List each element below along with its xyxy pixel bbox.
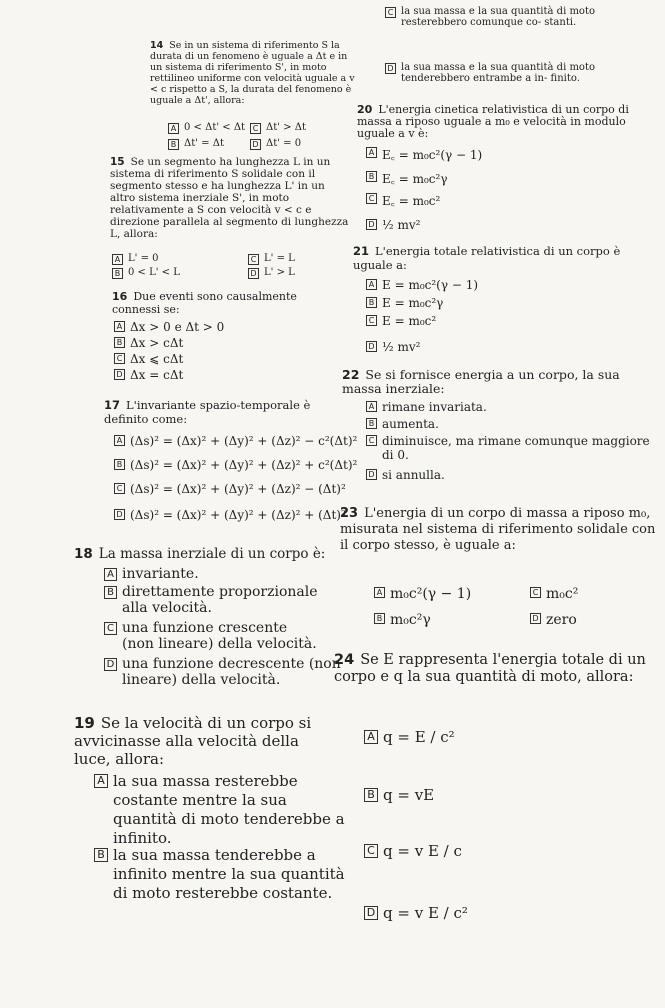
option-text: q = v E / c <box>383 842 462 860</box>
q18-option-c[interactable] <box>104 620 322 652</box>
q15-option-c[interactable] <box>248 253 295 265</box>
question-text: Due eventi sono causalmente connessi se: <box>112 290 297 316</box>
q13-option-c[interactable] <box>385 6 660 28</box>
option-letter: A <box>94 774 108 788</box>
option-letter: B <box>114 337 125 348</box>
option-letter: B <box>366 418 377 429</box>
option-letter: B <box>366 171 377 182</box>
question-number: 20 <box>357 103 373 116</box>
q23-option-b[interactable] <box>374 612 431 628</box>
q17-option-d[interactable] <box>114 508 346 522</box>
option-letter: D <box>366 469 377 480</box>
q14-option-d[interactable] <box>250 138 301 150</box>
question-text: L'invariante spazio-temporale è definito come: <box>104 398 311 426</box>
option-text: Δt' = Δt <box>184 138 224 149</box>
question-number: 16 <box>112 290 128 303</box>
option-letter: C <box>530 587 541 598</box>
question-17 <box>104 398 334 426</box>
option-text: Δt' > Δt <box>266 122 306 133</box>
q24-option-c[interactable] <box>364 842 462 860</box>
option-letter: B <box>168 139 179 150</box>
option-text: ½ mv² <box>382 340 421 354</box>
question-text: Se un segmento ha lunghezza L in un sistema di riferimento S solidale con il segmento stesso e ha lunghezza L' in un altro sistema inerziale S', in moto relativamente a S con velocità v < c e direzione parallela al segmento di lunghezza L, allora: <box>110 156 349 240</box>
option-text: Δx = cΔt <box>130 368 184 382</box>
question-19 <box>74 714 334 768</box>
option-letter: B <box>364 788 378 802</box>
option-letter: B <box>374 613 385 624</box>
option-text: m₀c²(γ − 1) <box>390 586 472 602</box>
option-text: L' = 0 <box>128 253 159 264</box>
question-number: 22 <box>342 367 360 382</box>
option-text: rimane invariata. <box>382 400 487 414</box>
option-text: L' = L <box>264 253 295 264</box>
option-text: 0 < Δt' < Δt <box>184 122 246 133</box>
option-text: Δx > 0 e Δt > 0 <box>130 320 225 334</box>
q22-option-b[interactable] <box>366 417 439 431</box>
option-text: E = m₀c²(γ − 1) <box>382 278 479 292</box>
option-letter: D <box>114 509 125 520</box>
option-text: E = m₀c²γ <box>382 296 444 310</box>
q19-option-a[interactable] <box>94 772 348 848</box>
option-letter: C <box>366 193 377 204</box>
option-letter: C <box>364 844 378 858</box>
option-text: E꜀ = m₀c²γ <box>382 172 448 186</box>
question-22 <box>342 368 660 396</box>
option-text: diminuisce, ma rimane comunque maggiore di 0. <box>382 434 650 462</box>
option-text: q = E / c² <box>383 728 455 746</box>
question-text: L'energia di un corpo di massa a riposo m₀, misurata nel sistema di riferimento solidale con il corpo stesso, è uguale a: <box>340 506 656 553</box>
option-letter: A <box>104 568 117 581</box>
q22-option-d[interactable] <box>366 468 445 482</box>
option-text: aumenta. <box>382 417 439 431</box>
option-text: una funzione crescente (non lineare) della velocità. <box>122 620 317 652</box>
option-text: la sua massa resterebbe costante mentre la sua quantità di moto tenderebbe a infinito. <box>113 772 345 847</box>
option-letter: A <box>112 254 123 265</box>
option-letter: A <box>168 123 179 134</box>
option-letter: C <box>250 123 261 134</box>
question-number: 23 <box>340 506 359 521</box>
option-text: la sua massa e la sua quantità di moto tenderebbero entrambe a in- <box>401 62 595 84</box>
question-21 <box>353 244 658 272</box>
option-text: la sua massa tenderebbe a infinito mentre la sua quantità di moto resterebbe costante. <box>113 846 345 902</box>
option-letter: D <box>366 341 377 352</box>
option-text: E꜀ = m₀c²(γ − 1) <box>382 148 483 162</box>
question-24 <box>334 652 659 686</box>
q14-option-b[interactable] <box>168 138 224 150</box>
q16-option-b[interactable] <box>114 336 183 350</box>
option-text: (Δs)² = (Δx)² + (Δy)² + (Δz)² − (Δt)² <box>130 482 346 496</box>
question-14 <box>150 40 360 106</box>
option-text: direttamente proporzionale alla velocità. <box>122 584 318 616</box>
question-23 <box>340 506 660 554</box>
q23-option-d[interactable] <box>530 612 577 628</box>
option-text: E꜀ = m₀c² <box>382 194 441 208</box>
question-20 <box>357 104 657 140</box>
question-number: 15 <box>110 156 125 168</box>
q16-option-d[interactable] <box>114 368 183 382</box>
q23-option-a[interactable] <box>374 586 471 602</box>
option-text: (Δs)² = (Δx)² + (Δy)² + (Δz)² − c²(Δt)² <box>130 434 358 448</box>
q14-option-c[interactable] <box>250 122 306 134</box>
question-text: Se la velocità di un corpo si avvicinasse alla velocità della luce, allora: <box>74 714 312 768</box>
option-letter: C <box>114 353 125 364</box>
option-text: m₀c² <box>546 586 579 602</box>
q15-option-b[interactable] <box>112 267 180 279</box>
option-text: zero <box>546 612 577 628</box>
question-18 <box>74 546 354 562</box>
option-text: Δx ⩽ cΔt <box>130 352 184 366</box>
option-text: ½ mv² <box>382 218 421 232</box>
question-16 <box>112 290 332 316</box>
option-letter: C <box>385 7 396 18</box>
option-letter: D <box>104 658 117 671</box>
q18-option-d[interactable] <box>104 656 352 688</box>
option-text: (Δs)² = (Δx)² + (Δy)² + (Δz)² + c²(Δt)² <box>130 458 358 472</box>
q13-option-d[interactable] <box>385 62 660 84</box>
q18-option-b[interactable] <box>104 584 337 616</box>
option-text: E = m₀c² <box>382 314 437 328</box>
q16-option-a[interactable] <box>114 320 224 334</box>
option-text: (Δs)² = (Δx)² + (Δy)² + (Δz)² + (Δt)² <box>130 508 346 522</box>
question-text: L'energia cinetica relativistica di un corpo di massa a riposo uguale a m₀ e velocità in modulo uguale a v è: <box>357 103 629 140</box>
option-letter: C <box>104 622 117 635</box>
q22-option-c[interactable] <box>366 434 652 462</box>
question-text: La massa inerziale di un corpo è: <box>98 546 326 562</box>
question-number: 14 <box>150 40 164 51</box>
option-letter: A <box>366 279 377 290</box>
option-letter: A <box>374 587 385 598</box>
option-text: m₀c²γ <box>390 612 431 628</box>
option-letter: A <box>366 401 377 412</box>
question-text: Se in un sistema di riferimento S la durata di un fenomeno è uguale a Δt e in un sistema di riferimento S', in moto rettilineo uniforme con velocità uguale a v < c rispetto a S, la durata del fenomeno è uguale a Δt', allora: <box>150 40 355 106</box>
option-letter: D <box>364 906 378 920</box>
q14-option-a[interactable] <box>168 122 245 134</box>
option-letter: C <box>366 435 377 446</box>
option-text: stanti. <box>544 17 577 28</box>
question-text: L'energia totale relativistica di un corpo è uguale a: <box>353 244 621 272</box>
question-text: Se si fornisce energia a un corpo, la sua massa inerziale: <box>342 367 620 396</box>
option-letter: D <box>250 139 261 150</box>
q24-option-b[interactable] <box>364 786 434 804</box>
q16-option-c[interactable] <box>114 352 183 366</box>
q20-option-a[interactable] <box>366 146 482 163</box>
option-text: invariante. <box>122 566 199 582</box>
option-letter: C <box>248 254 259 265</box>
q19-option-b[interactable] <box>94 846 348 903</box>
option-text: la sua massa e la sua quantità di moto resterebbero comunque co- <box>401 6 595 28</box>
option-letter: B <box>366 297 377 308</box>
option-letter: D <box>530 613 541 624</box>
q15-option-a[interactable] <box>112 253 159 265</box>
option-letter: C <box>366 315 377 326</box>
option-letter: A <box>114 435 125 446</box>
option-letter: B <box>104 586 117 599</box>
q15-option-d[interactable] <box>248 267 295 279</box>
q21-option-d[interactable] <box>366 340 420 354</box>
option-text: finito. <box>550 73 580 84</box>
option-letter: D <box>385 63 396 74</box>
question-number: 17 <box>104 398 121 412</box>
q22-option-a[interactable] <box>366 400 487 414</box>
q20-option-b[interactable] <box>366 170 448 187</box>
option-text: L' > L <box>264 267 295 278</box>
q17-option-b[interactable] <box>114 458 357 472</box>
option-text: 0 < L' < L <box>128 267 180 278</box>
q21-option-a[interactable] <box>366 278 478 292</box>
option-letter: B <box>112 268 123 279</box>
option-letter: A <box>364 730 378 744</box>
question-number: 21 <box>353 244 370 258</box>
question-number: 18 <box>74 546 93 562</box>
option-letter: B <box>94 848 108 862</box>
question-15 <box>110 156 350 240</box>
question-number: 19 <box>74 714 95 732</box>
option-text: si annulla. <box>382 468 445 482</box>
q23-option-c[interactable] <box>530 586 578 602</box>
q24-option-d[interactable] <box>364 904 468 922</box>
q20-option-c[interactable] <box>366 192 440 209</box>
q20-option-d[interactable] <box>366 218 420 232</box>
question-text: Se E rappresenta l'energia totale di un corpo e q la sua quantità di moto, allora: <box>334 652 646 685</box>
q18-option-a[interactable] <box>104 566 199 582</box>
option-letter: B <box>114 459 125 470</box>
question-number: 24 <box>334 652 355 668</box>
q24-option-a[interactable] <box>364 728 455 746</box>
option-letter: D <box>366 219 377 230</box>
option-text: q = v E / c² <box>383 904 468 922</box>
option-text: Δx > cΔt <box>130 336 184 350</box>
option-letter: A <box>366 147 377 158</box>
option-letter: D <box>248 268 259 279</box>
option-letter: D <box>114 369 125 380</box>
option-text: q = vE <box>383 786 435 804</box>
q21-option-b[interactable] <box>366 296 443 310</box>
option-letter: C <box>114 483 125 494</box>
q21-option-c[interactable] <box>366 314 436 328</box>
option-text: Δt' = 0 <box>266 138 302 149</box>
q17-option-a[interactable] <box>114 434 357 448</box>
option-text: una funzione decrescente (non lineare) della velocità. <box>122 656 341 688</box>
q17-option-c[interactable] <box>114 482 346 496</box>
option-letter: A <box>114 321 125 332</box>
